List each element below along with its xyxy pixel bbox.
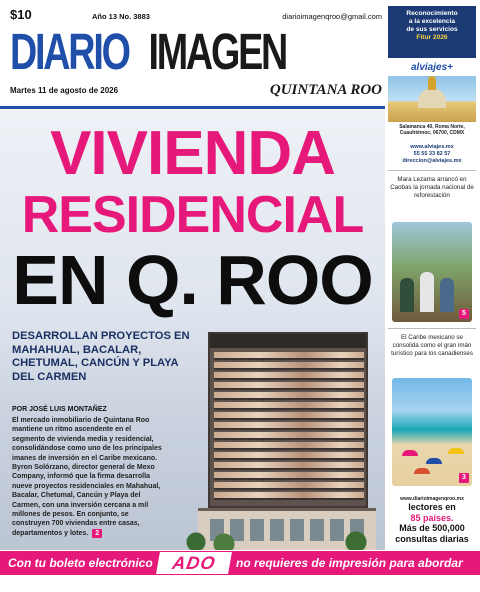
sidebar-story-1[interactable]: Mara Lezama arrancó en Caobas la jornada nacional de reforestación (390, 176, 474, 199)
price: $10 (10, 7, 32, 22)
readers-line-4: consultas diarias (395, 533, 469, 544)
reforestation-photo (392, 222, 472, 322)
ado-ad-banner[interactable] (0, 551, 480, 575)
masthead-logo (10, 24, 382, 80)
page-reference-badge[interactable]: 2 (92, 529, 102, 538)
issue-number: Año 13 No. 3883 (92, 12, 150, 21)
headline-line-2: RESIDENCIAL (21, 186, 364, 244)
story-subhead: DESARROLLAN PROYECTOS EN MAHAHUAL, BACALAR, CHETUMAL, CANCÚN Y PLAYA DEL CARMEN (12, 330, 190, 383)
sidebar-divider (388, 170, 476, 171)
beach-photo (392, 378, 472, 486)
edition-region: QUINTANA ROO (269, 82, 382, 98)
ad-website[interactable]: www.alviajes.mx (410, 144, 454, 150)
dateline (10, 82, 382, 104)
contact-email: diarioimagenqroo@gmail.com (282, 12, 382, 21)
alviajes-logo[interactable]: alviajes+ (388, 60, 476, 76)
headline-line-3: EN Q. ROO (12, 241, 373, 319)
tower-illustration (208, 332, 368, 508)
ad-email[interactable]: direccion@alviajes.mx (402, 158, 462, 164)
story-body-text: El mercado inmobiliario de Quintana Roo mantiene un ritmo ascendente en el segmento de vivienda media y residencial, consolidándose como uno de los principales imanes de inversión en el Caribe mexicano. Byron Solórzano, director general de Mexo Company, informó que la firma desarrolla nueve proyectos residenciales en Mahahual, Bacalar, Chetumal, Cancún y Playa del Carmen, con una inversión cercana a mil millones de pesos. En conjunto, se construyen 700 viviendas entre casas, departamentos y lotes. (12, 417, 162, 537)
tower-rooftop (210, 334, 366, 348)
site-url[interactable]: www.diarioimagenqroo.mx (400, 496, 464, 502)
sidebar (388, 6, 476, 549)
logo-imagen: IMAGEN (148, 24, 286, 80)
logo-diario: DIARIO (10, 24, 129, 80)
story-byline: POR JOSÉ LUIS MONTAÑEZ (12, 406, 107, 413)
ad-address: Salamanca 40, Roma Norte, Cuauhtémoc, 06700, CDMX (399, 124, 465, 137)
ad-line-1: Reconocimiento (406, 10, 458, 17)
sidebar-divider (388, 328, 476, 329)
story-body (12, 416, 162, 538)
banner-right-text: no requieres de impresión para abordar (236, 556, 463, 570)
page-badge-3[interactable]: 3 (459, 473, 469, 483)
ad-contact (388, 144, 476, 165)
ad-line-4: Fitur 2026 (416, 34, 448, 41)
building-photo (198, 332, 376, 550)
readers-line-3: Más de 500,000 (399, 523, 465, 533)
ad-line-2: a la excelencia (408, 18, 456, 25)
top-info-line (10, 8, 382, 24)
angel-monument-photo (388, 76, 476, 122)
travel-ad[interactable] (388, 6, 476, 58)
banner-left-text: Con tu boleto electrónico (8, 556, 153, 570)
readers-line-1: lectores en (408, 502, 456, 512)
page-badge-5[interactable]: 5 (459, 309, 469, 319)
ado-logo: ADO (156, 552, 232, 574)
headline-line-1: VIVIENDA (50, 119, 335, 188)
masthead-divider (0, 106, 385, 109)
angel-icon (428, 76, 436, 90)
ad-phone: 55 55 33 82 57 (413, 151, 451, 157)
ad-line-3: de sus servicios (406, 26, 458, 33)
publication-date: Martes 11 de agosto de 2026 (10, 86, 119, 95)
readers-line-2: 85 países. (410, 512, 454, 523)
trees-foreground (184, 528, 384, 550)
sidebar-story-2[interactable]: El Caribe mexicano se consolida como el gran imán turístico para los canadienses (391, 334, 473, 357)
main-story (0, 110, 385, 550)
footer-strip (0, 575, 480, 592)
readership-box (388, 496, 476, 544)
